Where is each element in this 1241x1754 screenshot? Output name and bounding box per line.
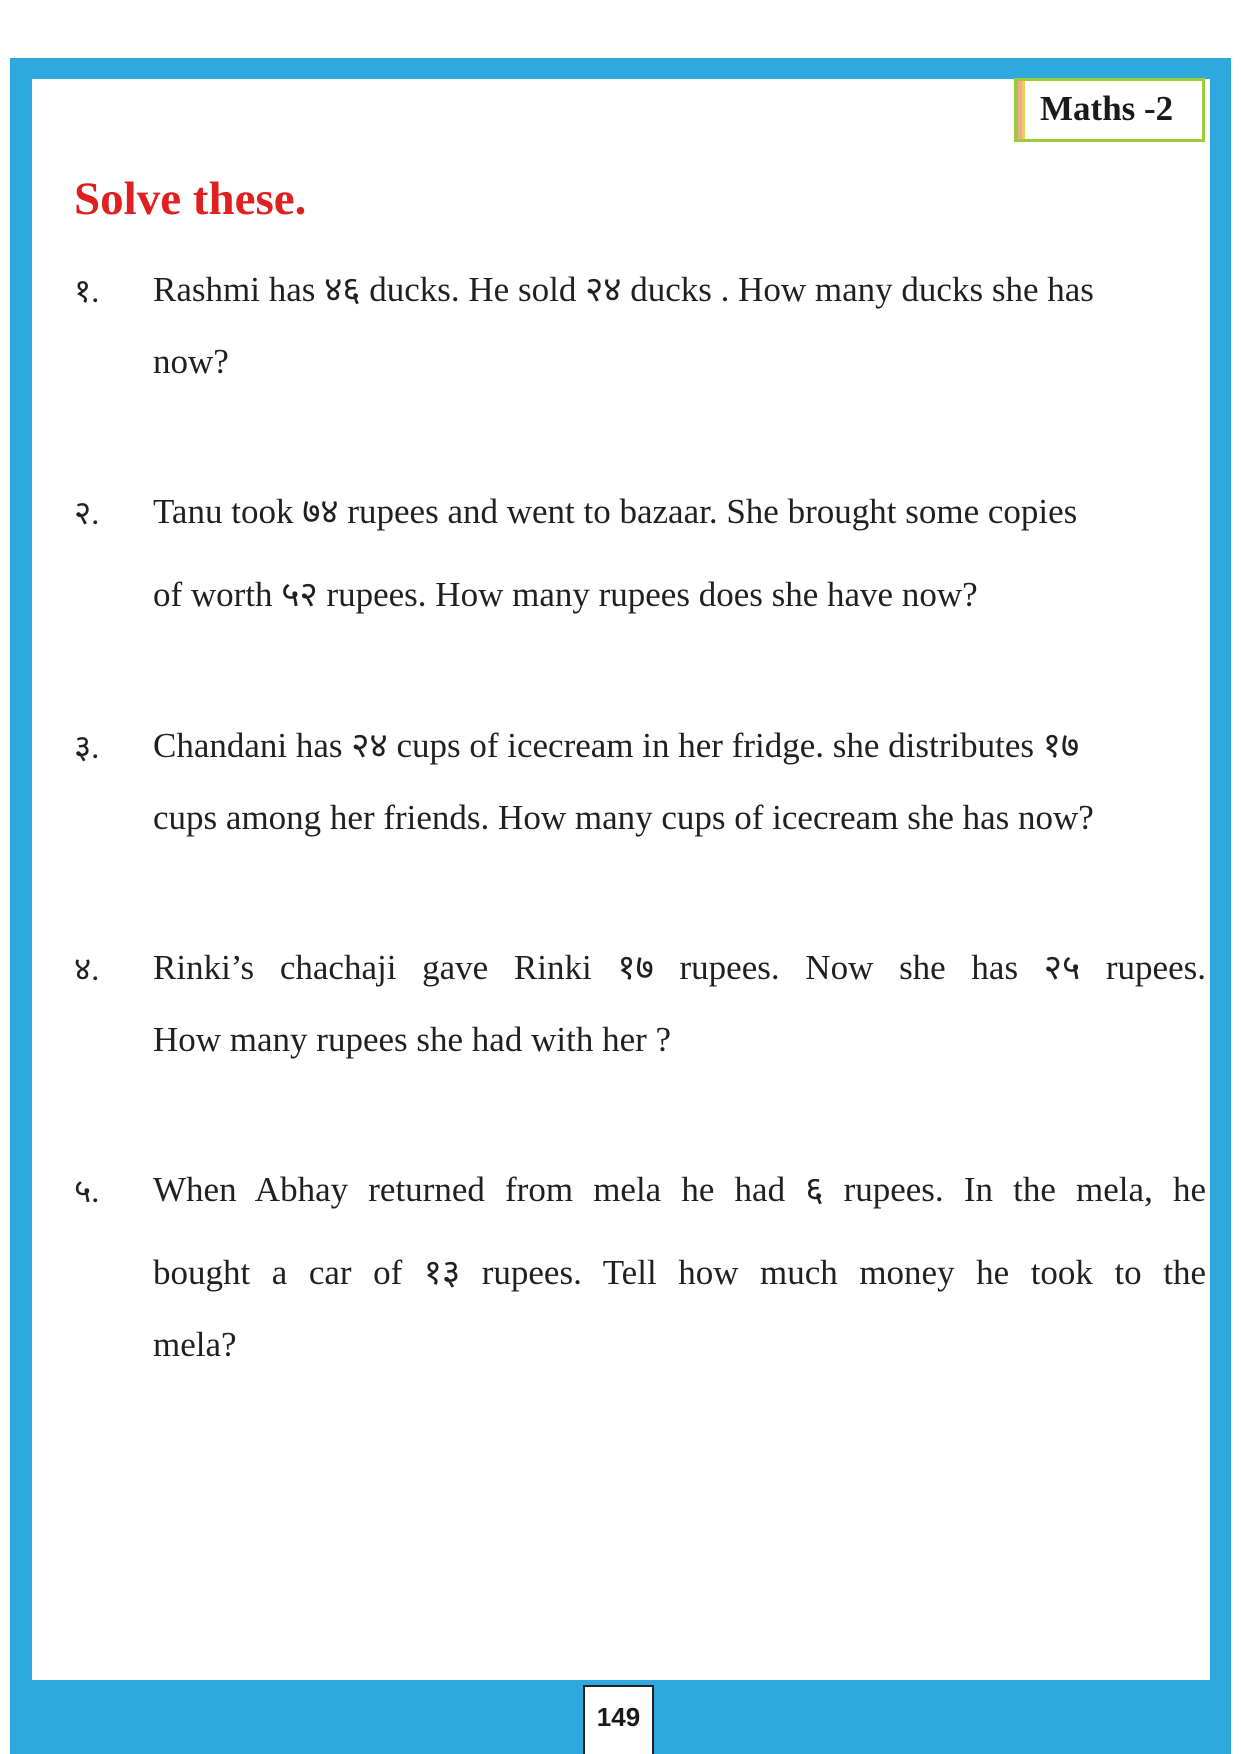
tab-stripe-yellow xyxy=(1022,81,1025,139)
question-number: ४. xyxy=(74,952,100,988)
section-heading: Solve these. xyxy=(74,173,307,225)
question-number: २. xyxy=(74,496,100,532)
question-number: ३. xyxy=(74,730,100,766)
question-number: ५. xyxy=(74,1174,100,1210)
question-line: When Abhay returned from mela he had ६ rupees. In the mela, he xyxy=(153,1170,1206,1209)
page-content-area xyxy=(32,79,1210,1680)
question-line: of worth ५२ rupees. How many rupees does she have now? xyxy=(153,575,978,614)
question-line: Chandani has २४ cups of icecream in her fridge. she distributes १७ xyxy=(153,726,1080,765)
question-line: Tanu took ७४ rupees and went to bazaar. She brought some copies xyxy=(153,492,1078,531)
question-line: Rashmi has ४६ ducks. He sold २४ ducks . How many ducks she has xyxy=(153,270,1094,309)
question-line: How many rupees she had with her ? xyxy=(153,1020,672,1059)
question-line: mela? xyxy=(153,1325,237,1364)
question-line: bought a car of १३ rupees. Tell how much money he took to the xyxy=(153,1253,1206,1292)
subject-tab xyxy=(1018,78,1205,142)
subject-label: Maths -2 xyxy=(1040,89,1174,128)
page-number-box xyxy=(583,1685,654,1754)
question-line: cups among her friends. How many cups of icecream she has now? xyxy=(153,798,1094,837)
question-line: Rinki’s chachaji gave Rinki १७ rupees. Now she has २५ rupees. xyxy=(153,948,1206,987)
question-number: १. xyxy=(74,274,100,310)
page-number: 149 xyxy=(596,1702,641,1732)
question-line: now? xyxy=(153,342,229,381)
